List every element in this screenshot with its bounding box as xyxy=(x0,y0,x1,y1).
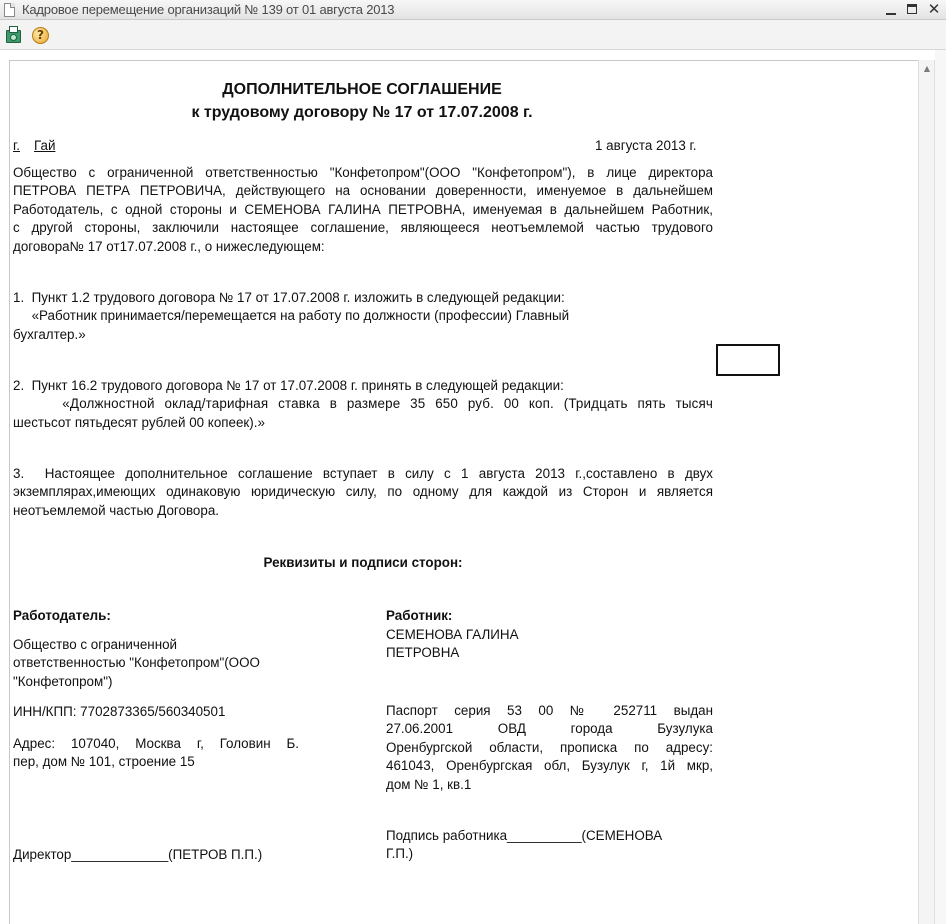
item-1 xyxy=(13,289,713,344)
item-1-line: бухгалтер.» xyxy=(13,326,86,342)
employee-title: Работник: xyxy=(386,608,453,623)
employee-passport-line: Паспорт серия 53 00 № 252711 выдан xyxy=(386,703,713,718)
window-title: Кадровое перемещение организаций № 139 от 01 августа 2013 xyxy=(22,2,395,17)
item-2 xyxy=(13,377,713,432)
city-label: г. xyxy=(13,138,20,153)
employee-passport xyxy=(386,702,713,794)
requisites-title: Реквизиты и подписи сторон: xyxy=(263,555,463,570)
employee-passport-line: 27.06.2001 ОВД города Бузулука xyxy=(386,721,713,737)
intro-line: договора№ 17 от17.07.2008 г., о нижеследующем: xyxy=(13,238,325,254)
employee-passport-line: 461043, Оренбургская обл, Бузулук г, 1й мкр, xyxy=(386,758,713,774)
employer-title: Работодатель: xyxy=(13,608,111,623)
employee-name-line: СЕМЕНОВА ГАЛИНА xyxy=(386,627,519,642)
intro-line: с другой стороны, заключили настоящее соглашение, являющееся неотъемлемой частью трудового xyxy=(13,220,713,236)
employer-address xyxy=(13,735,299,772)
item-2-line: 2. Пункт 16.2 трудового договора № 17 от 17.07.2008 г. принять в следующей редакции: xyxy=(13,378,564,393)
intro-line: ПЕТРОВА ПЕТРА ПЕТРОВИЧА, действующего на основании доверенности, именуемое в дальнейшем xyxy=(13,183,713,199)
help-icon: ? xyxy=(32,27,49,44)
item-2-line: «Должностной оклад/тарифная ставка в размере 35 650 руб. 00 коп. (Тридцать пять тысяч xyxy=(13,396,713,412)
item-1-line: «Работник принимается/перемещается на работу по должности (профессии) Главный xyxy=(13,308,570,324)
employer-name-line: "Конфетопром") xyxy=(13,673,113,689)
employee-name-line: ПЕТРОВНА xyxy=(386,645,460,661)
scroll-up-icon[interactable]: ▲ xyxy=(923,64,931,73)
employer-name xyxy=(13,636,313,691)
employer-inn: ИНН/КПП: 7702873365/560340501 xyxy=(13,704,226,719)
item-3-line: неотъемлемой частью Договора. xyxy=(13,502,219,518)
employer-address-line: пер, дом № 101, строение 15 xyxy=(13,754,195,770)
employee-passport-line: дом № 1, кв.1 xyxy=(386,776,472,792)
document-subheading: к трудовому договору № 17 от 17.07.2008 г. xyxy=(191,104,533,121)
item-1-line: 1. Пункт 1.2 трудового договора № 17 от 17.07.2008 г. изложить в следующей редакции: xyxy=(13,290,565,305)
employee-signature xyxy=(386,827,713,864)
employer-name-line: ответственностью "Конфетопром"(ООО xyxy=(13,655,260,671)
employer-signature: Директор_____________(ПЕТРОВ П.П.) xyxy=(13,847,263,862)
employer-address-line: Адрес: 107040, Москва г, Головин Б. xyxy=(13,736,299,751)
employer-name-line: Общество с ограниченной xyxy=(13,637,178,652)
document-date: 1 августа 2013 г. xyxy=(595,138,697,153)
document-heading: ДОПОЛНИТЕЛЬНОЕ СОГЛАШЕНИЕ xyxy=(222,81,502,98)
stamp-box xyxy=(716,344,780,376)
employee-name xyxy=(386,626,686,663)
item-3 xyxy=(13,465,713,520)
intro-line: Общество с ограниченной ответственностью "Конфетопром"(ООО "Конфетопром"), в лице директора xyxy=(13,165,713,180)
item-3-line: экземплярах,имеющих одинаковую юридическую силу, по одному для каждой из Сторон и является xyxy=(13,484,713,500)
intro-paragraph xyxy=(13,164,713,256)
close-icon[interactable]: ✕ xyxy=(927,0,941,18)
city-name: Гай xyxy=(34,138,56,153)
item-2-line: шестьсот пятьдесят рублей 00 копеек).» xyxy=(13,414,265,430)
employee-signature-line: Подпись работника__________(СЕМЕНОВА xyxy=(386,828,663,843)
item-3-line: 3. Настоящее дополнительное соглашение вступает в силу с 1 августа 2013 г.,составлено в двух xyxy=(13,466,713,481)
employee-passport-line: Оренбургской области, прописка по адресу: xyxy=(386,739,713,755)
employee-signature-line: Г.П.) xyxy=(386,846,414,862)
intro-line: Работодатель, с одной стороны и СЕМЕНОВА ГАЛИНА ПЕТРОВНА, именуемая в дальнейшем Работник, xyxy=(13,201,713,217)
